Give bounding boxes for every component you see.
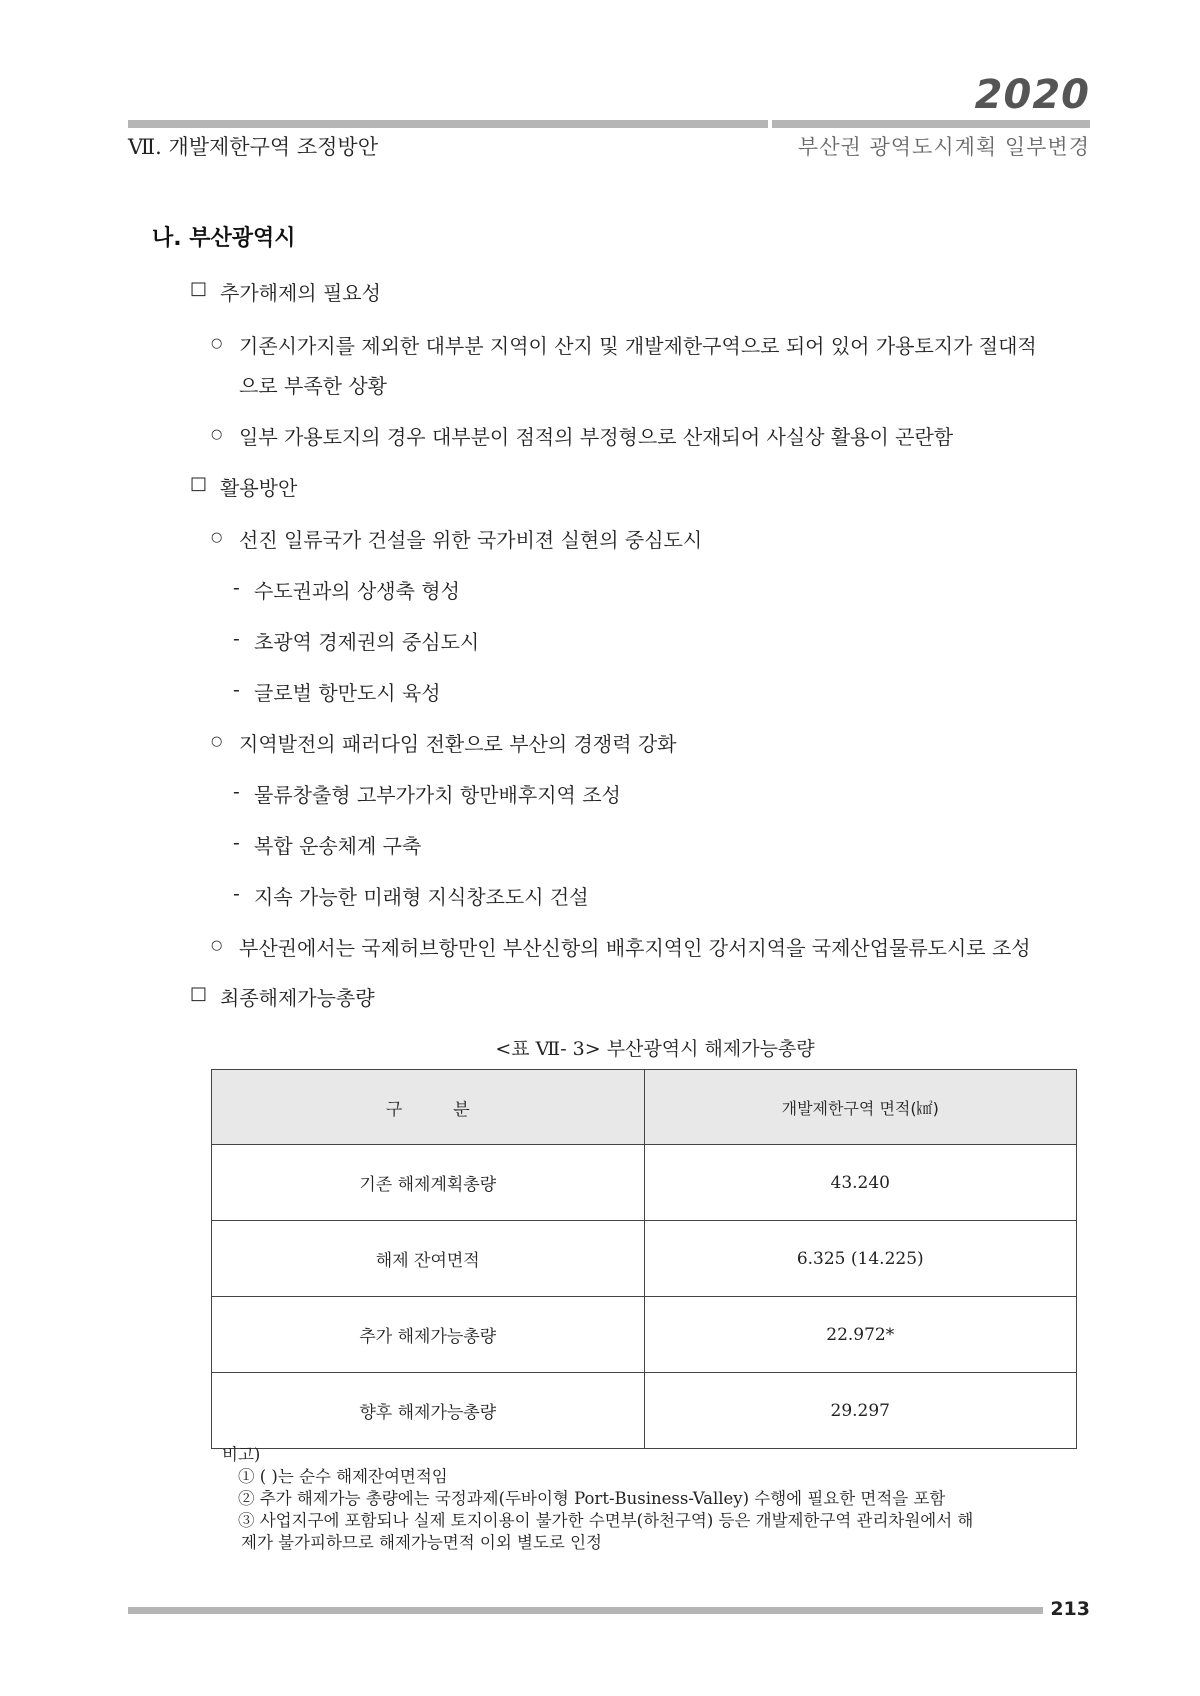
table-cell-label: 기존 해제계획총량 — [212, 1145, 645, 1221]
header-year: 2020 — [974, 72, 1090, 118]
dash-bullet-icon: - — [233, 677, 240, 701]
sub-item: 글로벌 항만도시 육성 — [254, 681, 441, 705]
table-cell-label: 추가 해제가능총량 — [212, 1297, 645, 1373]
sub-item: 물류창출형 고부가가치 항만배후지역 조성 — [254, 783, 621, 807]
paragraph-line: 지역발전의 패러다임 전환으로 부산의 경쟁력 강화 — [239, 732, 677, 756]
document-title: 부산권 광역도시계획 일부변경 — [797, 135, 1090, 159]
table-notes — [222, 1444, 973, 1554]
box-bullet-icon: □ — [190, 473, 208, 494]
circle-bullet-icon: ○ — [211, 336, 223, 351]
table-header-row — [212, 1070, 1077, 1145]
dash-bullet-icon: - — [233, 575, 240, 599]
sub-item: 지속 가능한 미래형 지식창조도시 건설 — [254, 885, 589, 909]
note-line: ③ 사업지구에 포함되나 실제 토지이용이 불가한 수면부(하천구역) 등은 개발제한구역 관리차원에서 해 — [238, 1511, 974, 1530]
chapter-title: Ⅶ. 개발제한구역 조정방안 — [128, 135, 378, 159]
table-row — [212, 1221, 1077, 1297]
box-heading-final-total: 최종해제가능총량 — [220, 986, 375, 1010]
paragraph-line: 일부 가용토지의 경우 대부분이 점적의 부정형으로 산재되어 사실상 활용이 곤란함 — [239, 425, 954, 449]
footer-rule — [128, 1607, 1043, 1614]
table-cell-value: 6.325 (14.225) — [644, 1221, 1077, 1297]
dash-bullet-icon: - — [233, 881, 240, 905]
circle-bullet-icon: ○ — [211, 938, 223, 953]
page-number: 213 — [1050, 1598, 1090, 1620]
dash-bullet-icon: - — [233, 830, 240, 854]
table-cell-value: 43.240 — [644, 1145, 1077, 1221]
table-cell-label: 해제 잔여면적 — [212, 1221, 645, 1297]
box-bullet-icon: □ — [190, 983, 208, 1004]
sub-item: 복합 운송체계 구축 — [254, 834, 422, 858]
sub-item: 수도권과의 상생축 형성 — [254, 579, 460, 603]
box-heading-utilization: 활용방안 — [220, 476, 298, 500]
table-header-area: 개발제한구역 면적(㎢) — [644, 1070, 1077, 1145]
note-line: ① ( )는 순수 해제잔여면적임 — [238, 1467, 448, 1486]
table-caption: <표 Ⅶ- 3> 부산광역시 해제가능총량 — [495, 1038, 815, 1060]
header-rule — [128, 120, 1090, 128]
box-bullet-icon: □ — [190, 278, 208, 299]
circle-bullet-icon: ○ — [211, 734, 223, 749]
circle-bullet-icon: ○ — [211, 427, 223, 442]
note-line: ② 추가 해제가능 총량에는 국정과제(두바이형 Port-Business-Valley) 수행에 필요한 면적을 포함 — [238, 1489, 946, 1508]
box-heading-necessity: 추가해제의 필요성 — [220, 281, 381, 305]
table-cell-label: 향후 해제가능총량 — [212, 1373, 645, 1449]
circle-bullet-icon: ○ — [211, 530, 223, 545]
table-cell-value: 29.297 — [644, 1373, 1077, 1449]
paragraph-line: 선진 일류국가 건설을 위한 국가비젼 실현의 중심도시 — [239, 528, 703, 552]
table-header-category: 구 분 — [212, 1070, 645, 1145]
notes-title: 비고) — [222, 1445, 261, 1464]
note-line: 제가 불가피하므로 해제가능면적 이외 별도로 인정 — [241, 1533, 602, 1552]
table-row — [212, 1297, 1077, 1373]
section-title: 나. 부산광역시 — [152, 226, 296, 251]
table-row — [212, 1145, 1077, 1221]
sub-item: 초광역 경제권의 중심도시 — [254, 630, 480, 654]
paragraph-line: 기존시가지를 제외한 대부분 지역이 산지 및 개발제한구역으로 되어 있어 가용토지가 절대적 — [239, 334, 1037, 358]
paragraph-line: 으로 부족한 상황 — [239, 374, 387, 398]
release-total-table — [211, 1069, 1077, 1449]
table-row — [212, 1373, 1077, 1449]
paragraph-line: 부산권에서는 국제허브항만인 부산신항의 배후지역인 강서지역을 국제산업물류도시로 조성 — [239, 936, 1031, 960]
table-cell-value: 22.972* — [644, 1297, 1077, 1373]
dash-bullet-icon: - — [233, 626, 240, 650]
dash-bullet-icon: - — [233, 779, 240, 803]
